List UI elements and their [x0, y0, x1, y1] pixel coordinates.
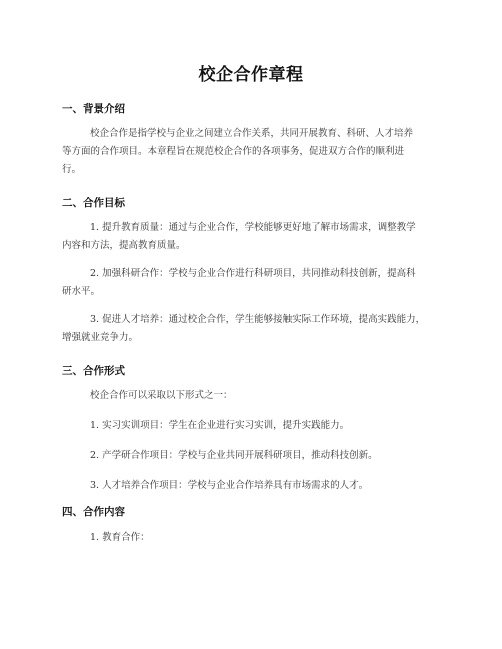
paragraph-line: 1. 提升教育质量：通过与企业合作，学校能够更好地了解市场需求，调整教学 — [90, 222, 416, 233]
paragraph-goal-1 — [62, 219, 444, 255]
paragraph-line: 2. 加强科研合作：学校与企业合作进行科研项目，共同推动科技创新，提高科 — [90, 268, 416, 279]
paragraph-line: 3. 促进人才培养：通过校企合作，学生能够接触实际工作环境，提高实践能力， — [90, 314, 426, 325]
paragraph-goal-3 — [62, 311, 444, 347]
paragraph-form-3 — [62, 477, 444, 495]
paragraph-form-2 — [62, 447, 444, 465]
paragraph-line: 内容和方法，提高教育质量。 — [62, 240, 186, 251]
section-heading-content: 四、合作内容 — [62, 506, 125, 518]
paragraph-line: 行。 — [62, 164, 82, 175]
paragraph-line: 增强就业竞争力。 — [62, 332, 139, 343]
paragraph-line: 校企合作是指学校与企业之间建立合作关系，共同开展教育、科研、人才培养 — [90, 128, 414, 139]
section-heading-goals: 二、合作目标 — [62, 197, 125, 209]
section-heading-forms: 三、合作形式 — [62, 365, 125, 377]
paragraph-background — [62, 125, 444, 179]
document-title: 校企合作章程 — [198, 65, 304, 85]
paragraph-line: 1. 实习实训项目：学生在企业进行实习实训，提升实践能力。 — [90, 420, 350, 431]
paragraph-line: 校企合作可以采取以下形式之一： — [90, 390, 233, 401]
paragraph-content-1 — [62, 529, 444, 547]
paragraph-line: 研水平。 — [62, 286, 101, 297]
paragraph-line: 等方面的合作项目。本章程旨在规范校企合作的各项事务，促进双方合作的顺利进 — [62, 146, 405, 157]
paragraph-line: 1. 教育合作： — [90, 532, 150, 543]
section-heading-background: 一、背景介绍 — [62, 103, 125, 115]
paragraph-forms-intro — [62, 387, 444, 405]
paragraph-form-1 — [62, 417, 444, 435]
paragraph-line: 2. 产学研合作项目：学校与企业共同开展科研项目，推动科技创新。 — [90, 450, 378, 461]
paragraph-line: 3. 人才培养合作项目：学校与企业合作培养具有市场需求的人才。 — [90, 480, 369, 491]
paragraph-goal-2 — [62, 265, 444, 301]
